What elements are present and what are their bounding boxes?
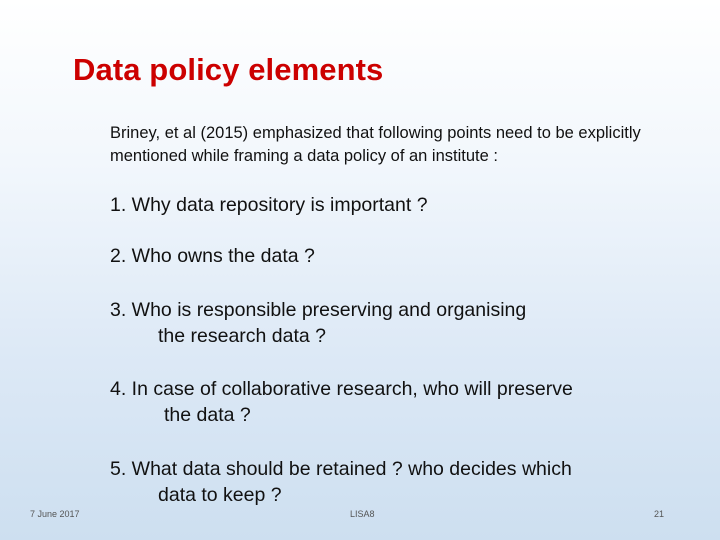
point-4-line2: the data ? <box>164 404 251 426</box>
point-5-line1: 5. What data should be retained ? who decides which <box>110 458 572 480</box>
point-5-line2: data to keep ? <box>158 484 282 506</box>
point-1-text: 1. Why data repository is important ? <box>110 194 428 216</box>
point-2 <box>110 243 670 269</box>
point-1 <box>110 192 670 218</box>
point-5 <box>110 456 670 508</box>
footer-date: 7 June 2017 <box>30 509 80 519</box>
footer-page-number: 21 <box>654 509 665 519</box>
footer-center: LISA8 <box>350 509 375 519</box>
point-3-line1: 3. Who is responsible preserving and organising <box>110 299 527 321</box>
slide-title: Data policy elements <box>73 52 384 87</box>
point-3-line2: the research data ? <box>158 325 327 347</box>
point-4 <box>110 376 670 428</box>
point-2-text: 2. Who owns the data ? <box>110 245 315 267</box>
point-3 <box>110 297 670 349</box>
point-4-line1: 4. In case of collaborative research, who will preserve <box>110 378 573 400</box>
intro-text: Briney, et al (2015) emphasized that following points need to be explicitly mentioned while framing a data policy of an institute : <box>110 124 641 165</box>
